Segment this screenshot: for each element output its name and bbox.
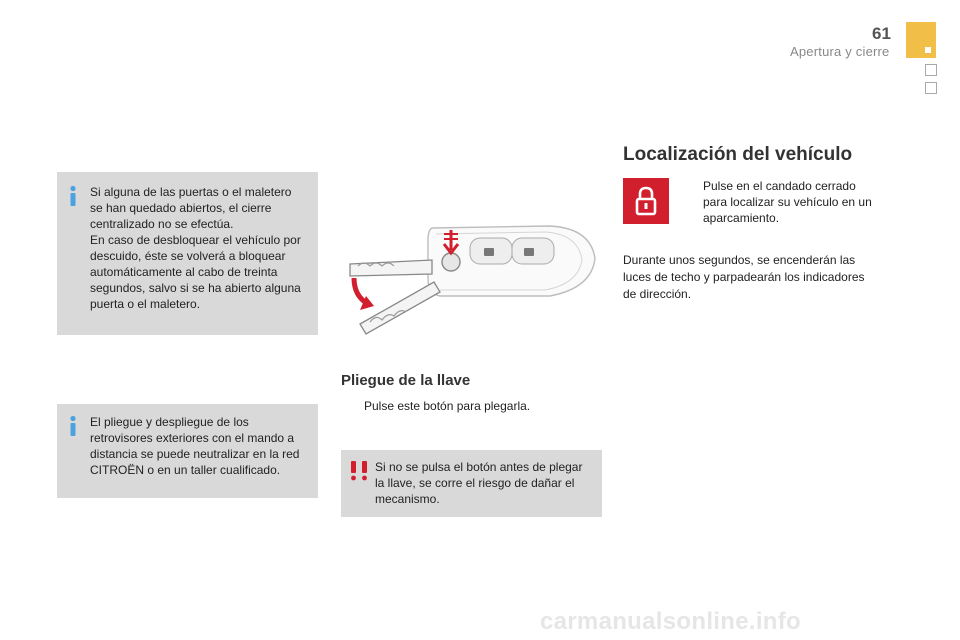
chapter-tab-box <box>925 64 937 76</box>
bullet-text: aparcamiento. <box>703 211 780 225</box>
info-text: descuido, éste se volverá a bloquear <box>90 249 286 263</box>
description-line: de dirección. <box>623 287 692 301</box>
chapter-tab-marker <box>925 47 931 53</box>
warning-text: mecanismo. <box>375 492 440 506</box>
info-box <box>57 404 318 498</box>
warning-text: la llave, se corre el riesgo de dañar el <box>375 476 575 490</box>
info-text: CITROËN o en un taller cualificado. <box>90 463 281 477</box>
info-text: Si alguna de las puertas o el maletero <box>90 185 292 199</box>
info-text: segundos, salvo si se ha abierto alguna <box>90 281 301 295</box>
warning-icon <box>349 459 369 481</box>
info-icon <box>65 185 81 207</box>
info-icon <box>65 415 81 437</box>
section-title: Apertura y cierre <box>790 44 890 59</box>
warning-box <box>341 450 602 517</box>
page-number: 61 <box>872 24 891 43</box>
bullet-text: Pulse en el candado cerrado <box>703 179 856 193</box>
info-text: puerta o el maletero. <box>90 297 201 311</box>
lock-button-illustration <box>623 178 669 224</box>
info-text: centralizado no se efectúa. <box>90 217 234 231</box>
description-line: Durante unos segundos, se encenderán las <box>623 253 856 267</box>
info-text: se han quedado abiertos, el cierre <box>90 201 272 215</box>
folding-heading: Pliegue de la llave <box>341 372 471 389</box>
bullet-text: Pulse este botón para plegarla. <box>364 399 531 413</box>
info-text: distancia se puede neutralizar en la red <box>90 447 300 461</box>
folding-key-illustration <box>340 218 602 346</box>
chapter-tab-box <box>925 82 937 94</box>
location-description <box>623 252 893 303</box>
location-heading: Localización del vehículo <box>623 144 853 165</box>
info-box <box>57 172 318 335</box>
lock-icon <box>634 186 658 216</box>
info-text: retrovisores exteriores con el mando a <box>90 431 295 445</box>
info-text: automáticamente al cabo de treinta <box>90 265 278 279</box>
chapter-tab <box>906 22 936 58</box>
info-text: En caso de desbloquear el vehículo por <box>90 233 301 247</box>
info-text: El pliegue y despliegue de los <box>90 415 249 429</box>
warning-text: Si no se pulsa el botón antes de plegar <box>375 460 583 474</box>
description-line: luces de techo y parpadearán los indicadores <box>623 270 865 284</box>
footer-watermark: carmanualsonline.info <box>540 608 802 635</box>
bullet-text: para localizar su vehículo en un <box>703 195 872 209</box>
